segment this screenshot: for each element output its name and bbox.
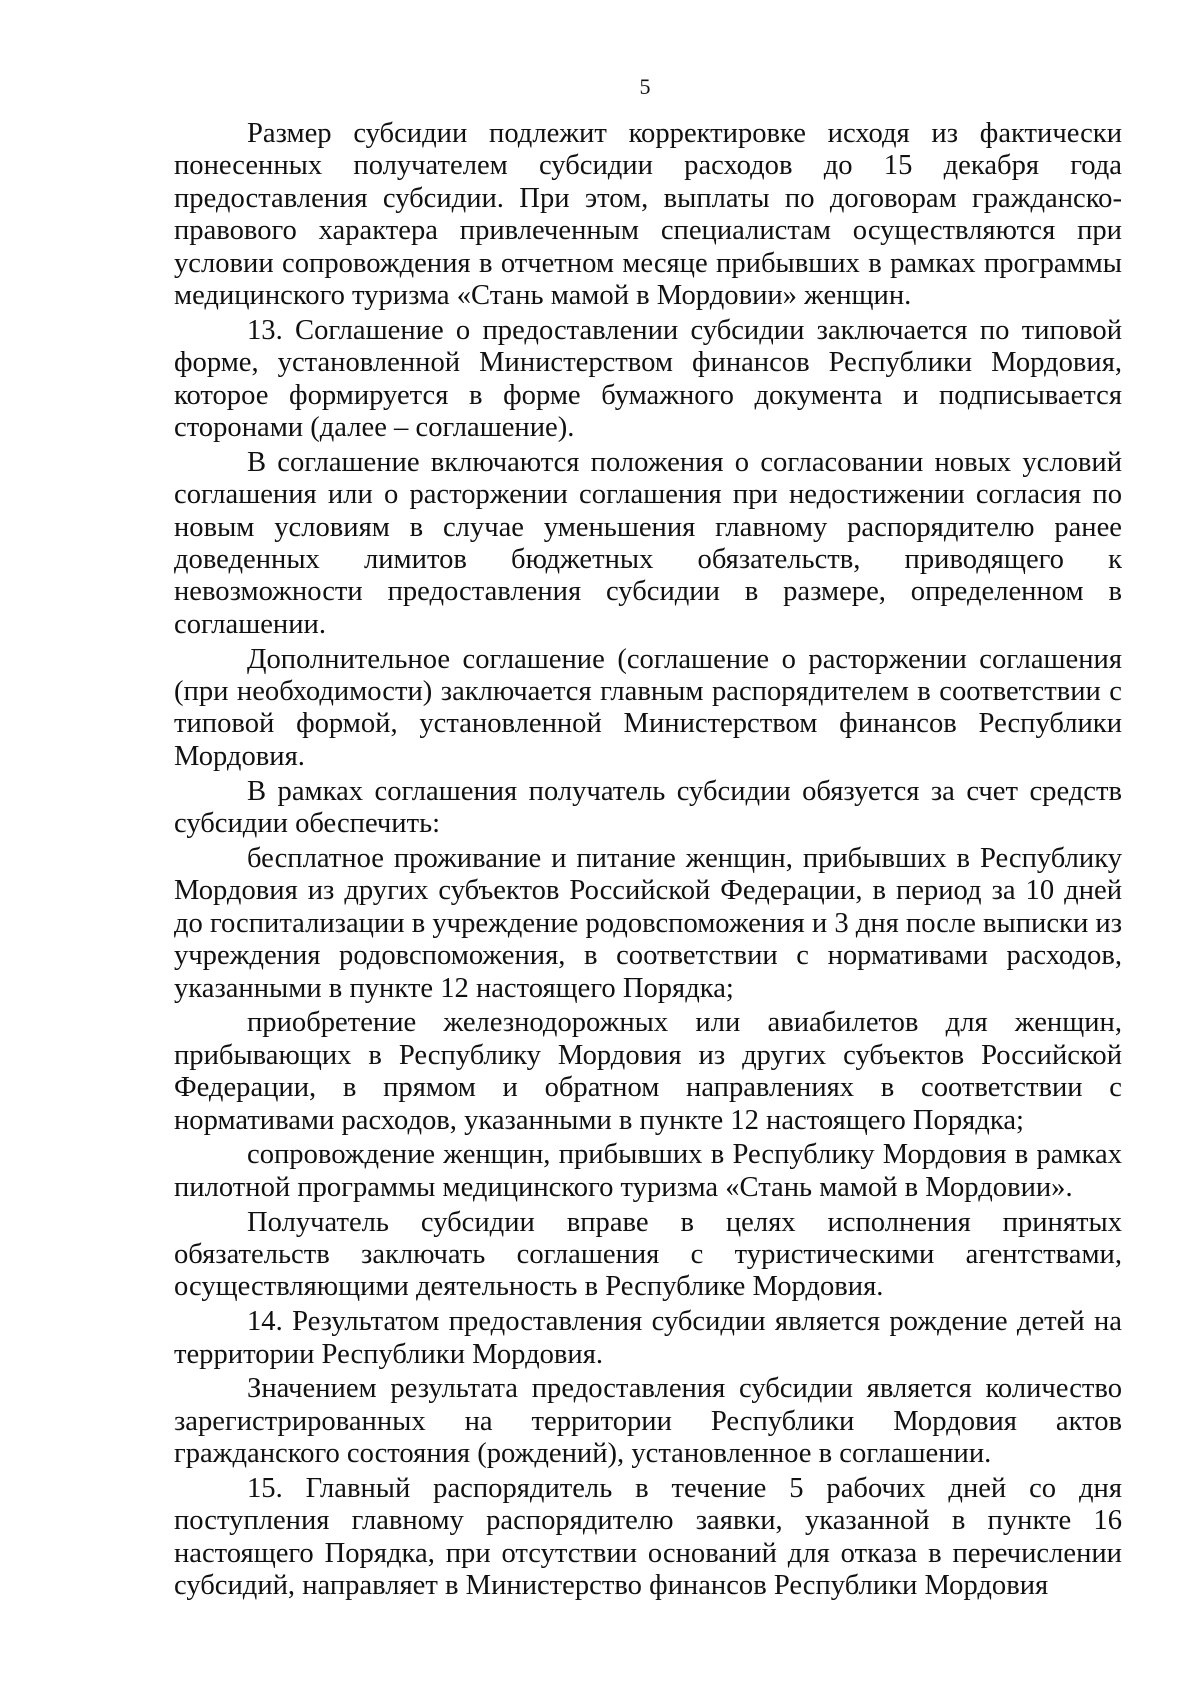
paragraph-additional-agreement: Дополнительное соглашение (соглашение о расторжении соглашения (при необходимости) заключается главным распорядителем в соответствии с типовой формой, установленной Министерством финансов Республики Мордовия. xyxy=(174,643,1122,772)
paragraph-clause-14: 14. Результатом предоставления субсидии является рождение детей на территории Республики Мордовия. xyxy=(174,1306,1122,1370)
list-item-escort: сопровождение женщин, прибывших в Республику Мордовия в рамках пилотной программы медицинского туризма «Стань мамой в Мордовии». xyxy=(174,1139,1122,1203)
paragraph-clause-15: 15. Главный распорядитель в течение 5 рабочих дней со дня поступления главному распорядителю заявки, указанной в пункте 16 настоящего Порядка, при отсутствии оснований для отказа в перечислении субсидий, направляет в Министерство финансов Республики Мордовия xyxy=(174,1472,1122,1602)
paragraph-recipient-obligations: В рамках соглашения получатель субсидии обязуется за счет средств субсидии обеспечить: xyxy=(174,775,1122,840)
paragraph-travel-agencies: Получатель субсидии вправе в целях исполнения принятых обязательств заключать соглашения с туристическими агентствами, осуществляющими деятельность в Республике Мордовия. xyxy=(174,1206,1122,1303)
paragraph-subsidy-adjustment: Размер субсидии подлежит корректировке исходя из фактически понесенных получателем субсидии расходов до 15 декабря года предоставления субсидии. При этом, выплаты по договорам гражданско-правового характера привлеченным специалистам осуществляются при условии сопровождения в отчетном месяце прибывших в рамках программы медицинского туризма «Стань мамой в Мордовии» женщин. xyxy=(174,118,1122,312)
paragraph-result-value: Значением результата предоставления субсидии является количество зарегистрированных на территории Республики Мордовия актов гражданского состояния (рождений), установленное в соглашении. xyxy=(174,1373,1122,1470)
list-item-accommodation: бесплатное проживание и питание женщин, прибывших в Республику Мордовия из других субъектов Российской Федерации, в период за 10 дней до госпитализации в учреждение родовспоможения и 3 дня после выписки из учреждения родовспоможения, в соответствии с нормативами расходов, указанными в пункте 12 настоящего Порядка; xyxy=(174,842,1122,1004)
list-item-tickets: приобретение железнодорожных или авиабилетов для женщин, прибывающих в Республику Мордовия из других субъектов Российской Федерации, в прямом и обратном направлениях в соответствии с нормативами расходов, указанными в пункте 12 настоящего Порядка; xyxy=(174,1007,1122,1136)
paragraph-clause-13: 13. Соглашение о предоставлении субсидии заключается по типовой форме, установленной Министерством финансов Республики Мордовия, которое формируется в форме бумажного документа и подписывается сторонами (далее – соглашение). xyxy=(174,314,1122,444)
page-number: 5 xyxy=(639,74,651,99)
paragraph-agreement-provisions: В соглашение включаются положения о согласовании новых условий соглашения или о расторжении соглашения при недостижении согласия по новым условиям в случае уменьшения главному распорядителю ранее доведенных лимитов бюджетных обязательств, приводящего к невозможности предоставления субсидии в размере, определенном в соглашении. xyxy=(174,446,1122,640)
document-body xyxy=(174,118,1122,1605)
